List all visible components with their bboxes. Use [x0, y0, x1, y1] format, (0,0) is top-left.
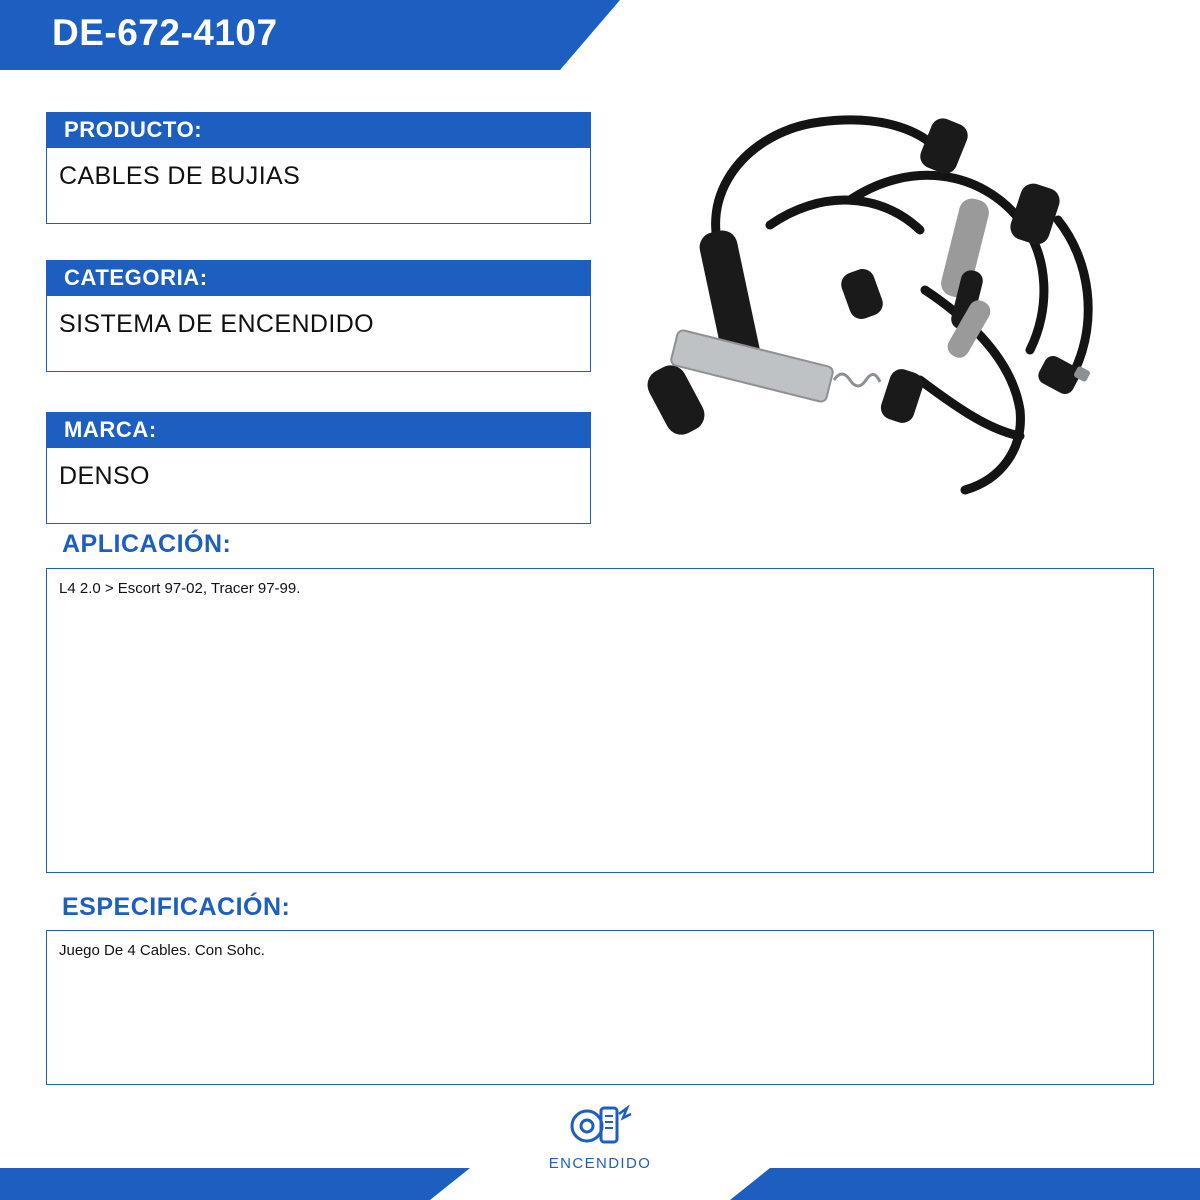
- metal-connector: [670, 329, 880, 403]
- page-header: [0, 0, 1200, 70]
- part-number-title: DE-672-4107: [52, 12, 278, 53]
- ignition-icon-svg: [565, 1100, 635, 1148]
- field-marca-value: DENSO: [59, 462, 150, 490]
- plug-boot-1: [917, 115, 972, 177]
- field-producto: [46, 112, 591, 224]
- field-producto-value: CABLES DE BUJIAS: [59, 162, 301, 190]
- field-marca: [46, 412, 591, 524]
- especificacion-heading: ESPECIFICACIÓN:: [62, 893, 291, 921]
- plug-boot-left: [642, 228, 765, 441]
- field-producto-label: PRODUCTO:: [46, 112, 591, 148]
- product-image: [620, 80, 1160, 520]
- field-categoria-value-box: [46, 296, 591, 372]
- aplicacion-box: [46, 568, 1154, 873]
- field-categoria-value: SISTEMA DE ENCENDIDO: [59, 310, 374, 338]
- plug-boot-2: [1007, 180, 1063, 248]
- especificacion-text: Juego De 4 Cables. Con Sohc.: [59, 942, 265, 959]
- field-categoria-label: CATEGORIA:: [46, 260, 591, 296]
- plug-boot-3: [838, 266, 886, 323]
- ignition-icon: [565, 1100, 635, 1148]
- field-marca-label: MARCA:: [46, 412, 591, 448]
- field-categoria: [46, 260, 591, 372]
- field-producto-value-box: [46, 148, 591, 224]
- especificacion-box: [46, 930, 1154, 1085]
- spark-plug-wire-set-illustration: [620, 80, 1160, 520]
- footer-bar-right: [730, 1168, 1200, 1200]
- field-marca-value-box: [46, 448, 591, 524]
- footer-label: ENCENDIDO: [548, 1155, 652, 1172]
- aplicacion-heading: APLICACIÓN:: [62, 530, 232, 558]
- aplicacion-text: L4 2.0 > Escort 97-02, Tracer 97-99.: [59, 580, 301, 597]
- plug-boot-4: [878, 366, 926, 426]
- footer-bar-left: [0, 1168, 470, 1200]
